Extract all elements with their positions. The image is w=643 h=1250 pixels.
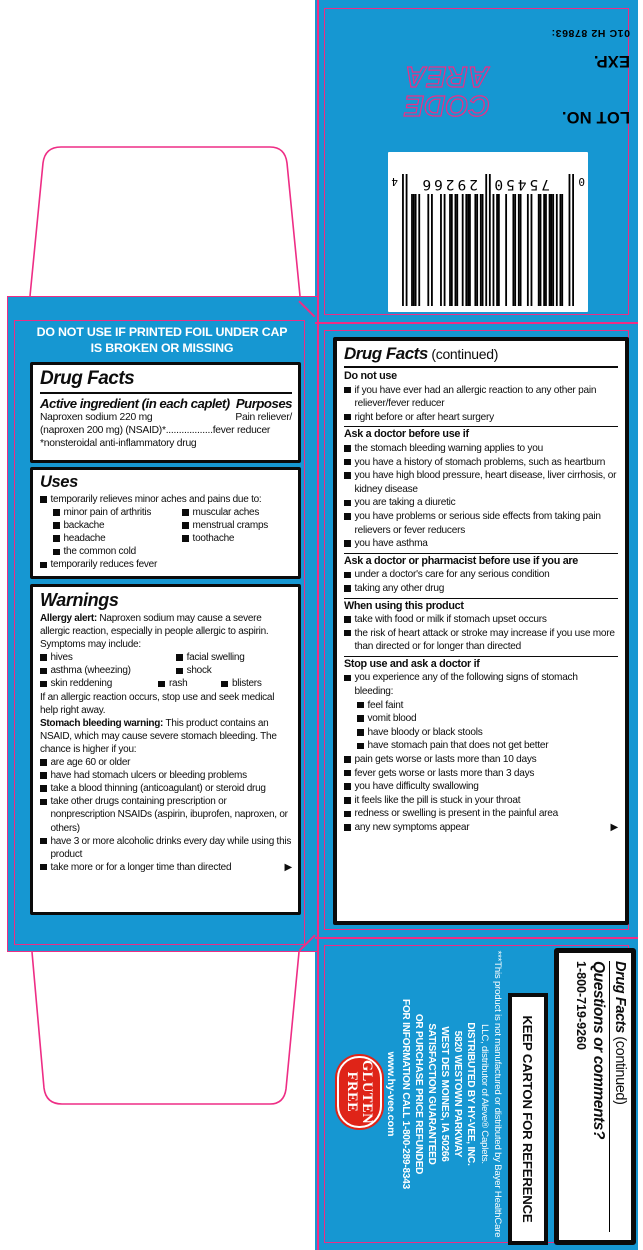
drug-facts-section [344, 553, 618, 596]
bullet-line: vomit blood [357, 712, 618, 726]
bullet-line: take other drugs containing prescription or nonprescription NSAIDs (aspirin, ibuprofen, naproxen, or others) [40, 795, 292, 834]
section-heading: Stop use and ask a doctor if [344, 657, 480, 670]
bullet-item: skin reddening [40, 677, 158, 690]
drug-facts-box-active-ingredient [30, 362, 301, 463]
foil-warning [12, 325, 312, 356]
uses-title: Uses [40, 473, 78, 491]
questions-box-title-main: Drug Facts [612, 961, 628, 1033]
bullet-square-icon [344, 500, 351, 507]
bottom-flap-panel [316, 938, 638, 1250]
bullet-line: the risk of heart attack or stroke may increase if you use more than directed or for longer than directed [344, 627, 618, 654]
ingredient-footnote: *nonsteroidal anti-inflammatory drug [40, 438, 197, 449]
bullet-square-icon [344, 756, 351, 763]
bullet-line: under a doctor's care for any serious condition [344, 568, 618, 582]
expiration-label: EXP. [593, 52, 630, 70]
bullet-square-icon [176, 668, 183, 675]
bullet-line: any new symptoms appear ▶ [344, 821, 618, 835]
questions-box-title-suffix: (continued) [612, 1032, 628, 1105]
drug-facts-title: Drug Facts [40, 368, 292, 394]
bullet-item: backache [53, 519, 182, 532]
bullet-square-icon [40, 799, 47, 806]
bullet-square-icon [158, 681, 165, 688]
bullet-square-icon [53, 549, 60, 556]
bullet-item: hives [40, 651, 176, 664]
upc-barcode [388, 152, 588, 312]
bullet-square-icon [344, 630, 351, 637]
continued-sections [344, 370, 618, 835]
drug-facts-box-uses [30, 467, 301, 579]
bullet-line: temporarily reduces fever [40, 558, 292, 571]
bullet-line: it feels like the pill is stuck in your throat [344, 794, 618, 808]
bullet-square-icon [53, 522, 60, 529]
bullet-item: blisters [221, 677, 292, 690]
bullet-square-icon [344, 513, 351, 520]
warning-paragraph: Allergy alert: Naproxen sodium may cause a severe allergic reaction, especially in people allergic to aspirin. Symptoms may include: [40, 613, 269, 651]
bullet-square-icon [357, 743, 364, 750]
bullet-square-icon [344, 783, 351, 790]
bullet-row [40, 651, 292, 664]
bullet-square-icon [344, 770, 351, 777]
code-area-mark: CODE AREA [404, 60, 490, 121]
bullet-line: right before or after heart surgery [344, 411, 618, 425]
section-heading: Do not use [344, 370, 397, 382]
bullet-line: have stomach pain that does not get better [357, 739, 618, 753]
bullet-item: headache [53, 532, 182, 545]
warning-paragraph: Stomach bleeding warning: This product contains an NSAID, which may cause severe stomach bleeding. The chance is higher if you: [40, 717, 277, 755]
top-flap-panel [315, 0, 638, 322]
drug-facts-continued-box [333, 337, 629, 925]
bullet-square-icon [344, 616, 351, 623]
bullet-line: are age 60 or older [40, 756, 292, 769]
bullet-square-icon [344, 445, 351, 452]
bullet-line: take with food or milk if stomach upset occurs [344, 613, 618, 627]
warnings-title: Warnings [40, 590, 119, 610]
bullet-square-icon [53, 535, 60, 542]
bullet-square-icon [40, 668, 47, 675]
bullet-line: the common cold [53, 545, 292, 558]
bullet-line: pain gets worse or lasts more than 10 days [344, 753, 618, 767]
bullet-square-icon [344, 675, 351, 682]
bullet-square-icon [221, 681, 228, 688]
bullet-square-icon [182, 522, 189, 529]
bullet-line: you have difficulty swallowing [344, 780, 618, 794]
active-ingredient-label: Active ingredient (in each caplet) [40, 396, 230, 411]
bullet-square-icon [344, 540, 351, 547]
bullet-square-icon [40, 681, 47, 688]
continued-title-main: Drug Facts [344, 344, 428, 363]
fold-line-top [315, 322, 638, 324]
bullet-line: you have problems or serious side effects from taking pain relievers or fever reducers [344, 510, 618, 537]
bullet-square-icon [344, 811, 351, 818]
distributor-address [399, 944, 476, 1244]
ingredient-line2: (naproxen 200 mg) (NSAID)*..................fever reducer [40, 425, 271, 436]
bullet-square-icon [40, 759, 47, 766]
bullet-item: shock [176, 664, 292, 677]
gluten-free-line2: FREE [344, 1071, 361, 1113]
bullet-line: you have asthma [344, 537, 618, 551]
bullet-line: have bloody or black stools [357, 726, 618, 740]
purpose-value: Pain reliever/ [235, 412, 292, 423]
keep-carton-notice: KEEP CARTON FOR REFERENCE [508, 993, 548, 1245]
bullet-line: have had stomach ulcers or bleeding problems [40, 769, 292, 782]
bullet-square-icon [176, 654, 183, 661]
warning-paragraph: If an allergic reaction occurs, stop use and seek medical help right away. [40, 691, 275, 716]
bullet-line: taking any other drug [344, 582, 618, 596]
bullet-square-icon [357, 729, 364, 736]
bullet-square-icon [182, 509, 189, 516]
barcode-right-digit: 4 [391, 175, 398, 188]
ingredient-name: Naproxen sodium 220 mg [40, 412, 153, 423]
website-url: www.hy-vee.com [385, 1051, 397, 1137]
bullet-line: if you have ever had an allergic reaction to any other pain reliever/fever reducer [344, 384, 618, 411]
continue-arrow-icon: ▶ [610, 822, 618, 833]
drug-facts-box-warnings [30, 584, 301, 915]
lot-number-label: LOT NO. [561, 108, 630, 126]
address-line: SATISFACTION GUARANTEED [426, 1023, 438, 1165]
bullet-item: rash [158, 677, 221, 690]
bullet-square-icon [40, 838, 47, 845]
bullet-square-icon [344, 797, 351, 804]
bullet-square-icon [344, 387, 351, 394]
bullet-row [53, 519, 292, 532]
address-line: DISTRIBUTED BY HY-VEE, INC. [465, 1022, 476, 1166]
barcode-group2: 29266 [419, 176, 478, 192]
bullet-square-icon [182, 535, 189, 542]
aleve-disclaimer: ***This product is not manufactured or distributed by Bayer HealthCare LLC, distributor of Aleve® Caplets. [479, 950, 503, 1238]
bullet-square-icon [40, 864, 47, 871]
bullet-line: you have high blood pressure, heart disease, liver cirrhosis, or kidney disease [344, 469, 618, 496]
bullet-item: facial swelling [176, 651, 292, 664]
address-line: FOR INFORMATION CALL 1-800-289-8343 [400, 999, 412, 1189]
bullet-line: have 3 or more alcoholic drinks every day while using this product [40, 835, 292, 861]
foil-warning-line1: DO NOT USE IF PRINTED FOIL UNDER CAP [36, 325, 288, 339]
gluten-free-badge [337, 1056, 382, 1128]
questions-box [554, 948, 636, 1245]
bullet-row [53, 532, 292, 545]
bullet-line: take more or for a longer time than directed ▶ [40, 861, 292, 874]
bullet-square-icon [40, 785, 47, 792]
bullet-square-icon [40, 562, 47, 569]
bullet-line: feel faint [357, 699, 618, 713]
questions-heading: Questions or comments? [590, 961, 607, 1140]
barcode-left-digit: 0 [578, 175, 585, 188]
drug-facts-section [344, 598, 618, 654]
warnings-list [40, 612, 292, 874]
bullet-line: you experience any of the following signs of stomach bleeding: [344, 671, 618, 698]
purposes-label: Purposes [235, 396, 292, 411]
bullet-square-icon [344, 824, 351, 831]
bullet-square-icon [40, 654, 47, 661]
plate-code: 01C H2 87863: [550, 27, 630, 39]
bullet-row [53, 506, 292, 519]
bullet-line: the stomach bleeding warning applies to you [344, 442, 618, 456]
bullet-square-icon [344, 572, 351, 579]
section-heading: When using this product [344, 599, 464, 612]
address-line: WEST DES MOINES, IA 50266 [439, 1026, 451, 1162]
continued-title-suffix: (continued) [427, 346, 499, 362]
bullet-item: menstrual cramps [182, 519, 292, 532]
bullet-square-icon [40, 772, 47, 779]
bullet-item: minor pain of arthritis [53, 506, 182, 519]
continue-arrow-icon: ▶ [284, 861, 292, 873]
bullet-line: you have a history of stomach problems, such as heartburn [344, 456, 618, 470]
uses-list [40, 493, 292, 572]
bullet-row [40, 677, 292, 690]
drug-facts-section [344, 370, 618, 424]
barcode-bars [402, 172, 574, 306]
bullet-line: redness or swelling is present in the painful area [344, 807, 618, 821]
bullet-square-icon [53, 509, 60, 516]
bullet-item: asthma (wheezing) [40, 664, 176, 677]
address-line: 5820 WESTOWN PARKWAY [452, 1030, 464, 1158]
section-heading: Ask a doctor before use if [344, 428, 469, 441]
bullet-line: you are taking a diuretic [344, 496, 618, 510]
questions-phone: 1-800-719-9260 [574, 961, 588, 1050]
bullet-square-icon [344, 414, 351, 421]
bullet-item: muscular aches [182, 506, 292, 519]
drug-facts-section [344, 426, 618, 550]
gluten-free-line1: GLUTEN [359, 1059, 376, 1125]
section-heading: Ask a doctor or pharmacist before use if you are [344, 554, 579, 567]
bullet-square-icon [344, 472, 351, 479]
bullet-item: toothache [182, 532, 292, 545]
bullet-line: temporarily relieves minor aches and pains due to: [40, 493, 292, 506]
bullet-square-icon [344, 459, 351, 466]
foil-warning-line2: IS BROKEN OR MISSING [90, 340, 234, 355]
drug-facts-section [344, 656, 618, 835]
bullet-square-icon [40, 496, 47, 503]
bullet-square-icon [357, 715, 364, 722]
address-line: OR PURCHASE PRICE REFUNDED [413, 1013, 425, 1175]
bullet-square-icon [344, 585, 351, 592]
bullet-line: take a blood thinning (anticoagulant) or steroid drug [40, 782, 292, 795]
bullet-square-icon [357, 702, 364, 709]
barcode-group1: 75450 [491, 176, 550, 192]
bullet-line: fever gets worse or lasts more than 3 days [344, 767, 618, 781]
bullet-row [40, 664, 292, 677]
